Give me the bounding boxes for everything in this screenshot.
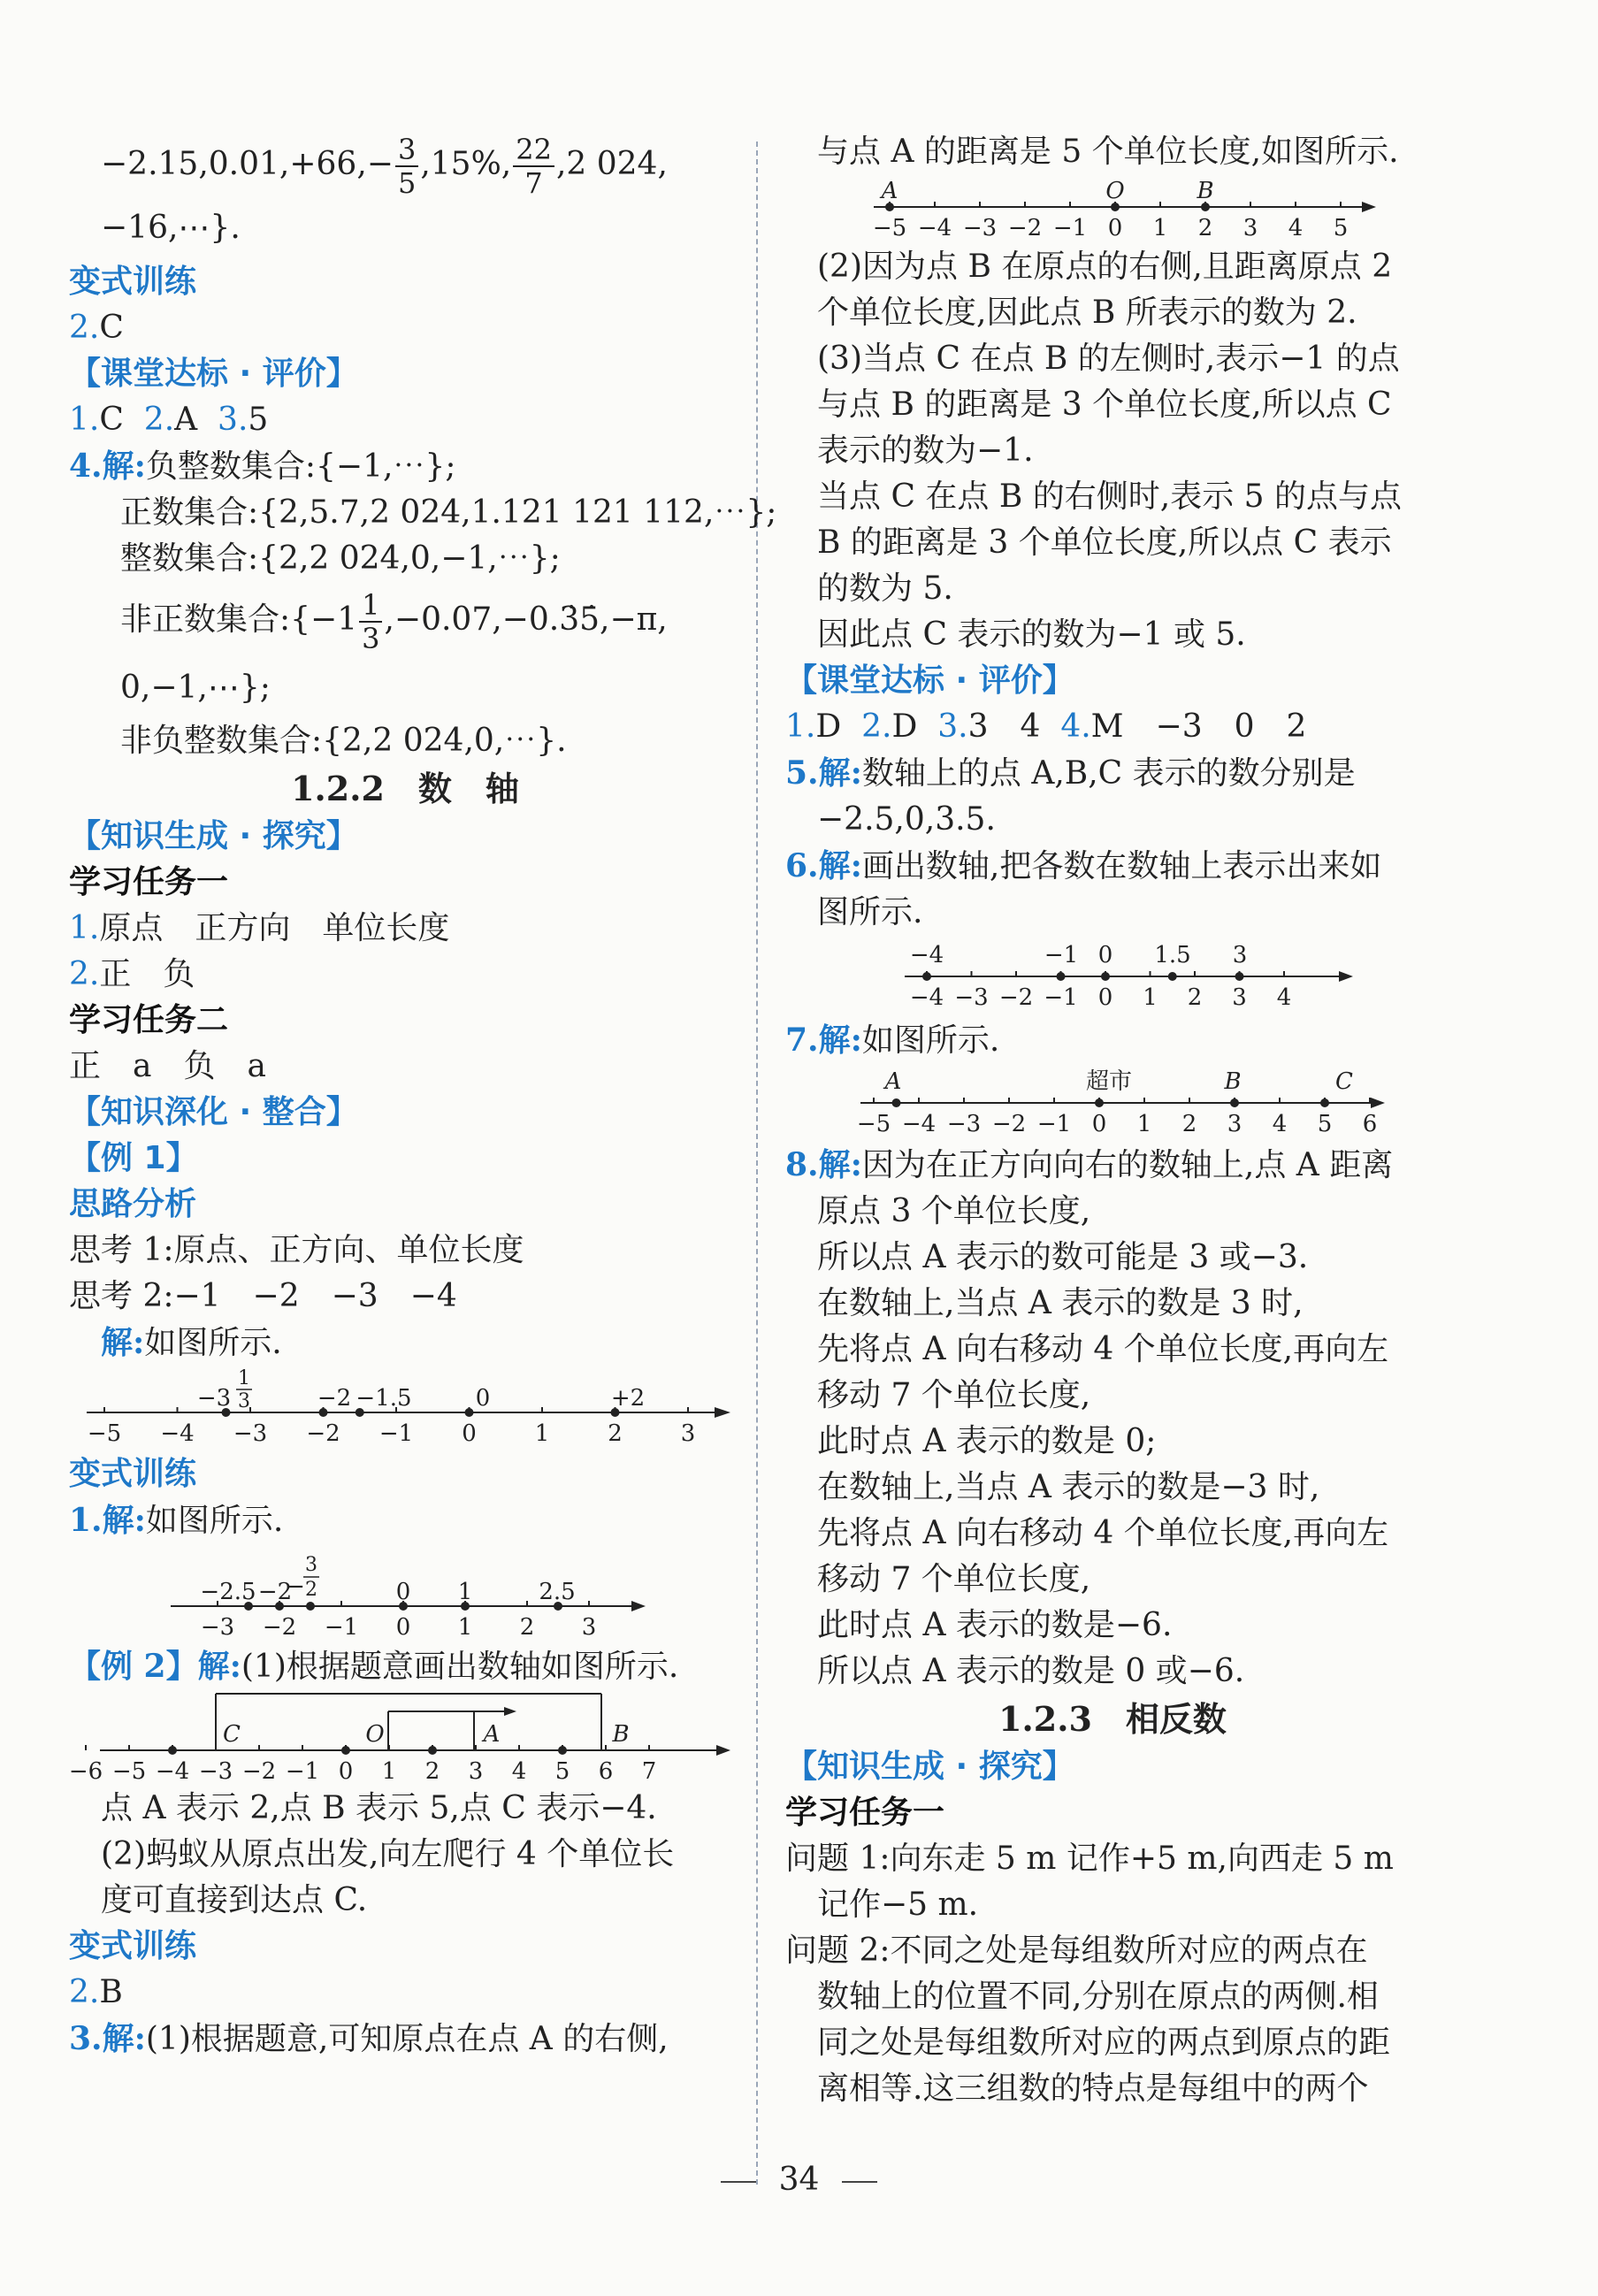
set-text: ,15%,	[420, 146, 512, 182]
tick-label: −2	[306, 1420, 340, 1447]
solution-line	[69, 1320, 741, 1366]
axis-point	[1320, 1098, 1329, 1107]
tick-label: −1	[1036, 1111, 1072, 1137]
tick-label: 4	[1276, 984, 1292, 1011]
section-title: 1.2.3 相反数	[998, 1699, 1227, 1739]
answer-line	[785, 704, 1440, 750]
answer-text: 点 A 表示 2,点 B 表示 5,点 C 表示−4.	[101, 1790, 657, 1826]
tick-label: 1	[381, 1758, 397, 1785]
solution-label: 8.解:	[785, 1146, 862, 1183]
answer-value: M −3 0 2	[1090, 708, 1307, 745]
section-title: 1.2.2 数 轴	[291, 769, 519, 808]
answer-text: 负整数集合:{−1,⋯};	[145, 448, 456, 485]
point-label-a: A	[881, 178, 898, 204]
point-label-market: 超市	[1085, 1068, 1133, 1095]
section-heading: 【课堂达标 · 评价】	[785, 662, 1074, 699]
number-line-3	[69, 1690, 741, 1786]
solution-label: 【例 2】解:	[69, 1648, 241, 1685]
answer-value: C	[99, 310, 124, 346]
answer-number: 1.	[69, 910, 100, 946]
answer-text: 如图所示.	[144, 1325, 282, 1361]
tick-label: 4	[1272, 1111, 1288, 1137]
answer-text: 正 a 负 a	[69, 1048, 266, 1084]
answer-text: 记作−5 m.	[817, 1887, 979, 1923]
page-footer	[0, 2158, 1598, 2202]
point-label-b: B	[1224, 1068, 1242, 1095]
point-label: 0	[475, 1385, 491, 1412]
set-text: ,−0.07,−0.3̇5̇,−π,	[384, 601, 668, 638]
answer-text: 图所示.	[817, 894, 923, 930]
denominator: 7	[524, 166, 543, 200]
answer-text: 如图所示.	[145, 1503, 284, 1539]
denominator: 3	[238, 1390, 250, 1412]
tick-label: −4	[155, 1758, 190, 1785]
tick-label: 5	[554, 1758, 570, 1785]
page-number: 34	[778, 2162, 820, 2198]
answer-text: 在数轴上,当点 A 表示的数是 3 时,	[817, 1285, 1304, 1321]
tick-label: −5	[87, 1420, 122, 1447]
tick-label: −6	[68, 1758, 103, 1785]
answer-text: 与点 A 的距离是 5 个单位长度,如图所示.	[817, 134, 1399, 170]
tick-label: −2	[262, 1614, 297, 1641]
point-label: 0	[395, 1579, 411, 1605]
fraction	[513, 133, 554, 200]
answer-text	[69, 582, 741, 658]
answer-text: 在数轴上,当点 A 表示的数是−3 时,	[817, 1469, 1320, 1505]
answer-text: 当点 C 在点 B 的右侧时,表示 5 的点与点	[817, 478, 1403, 515]
tick-label: −3	[233, 1420, 268, 1447]
fraction	[395, 133, 418, 200]
point-label-a: A	[884, 1068, 902, 1095]
tick-label: 1	[534, 1420, 550, 1447]
answer-number: 2.	[69, 1974, 100, 2010]
tick-label: 1	[457, 1614, 473, 1641]
answer-text: 所以点 A 表示的数可能是 3 或−3.	[817, 1239, 1309, 1275]
answer-text: 离相等.这三组数的特点是每组中的两个	[817, 2070, 1369, 2107]
solution-label: 6.解:	[785, 847, 862, 884]
answer-text: −2.5,0,3.5.	[817, 801, 996, 838]
tick-label: 0	[462, 1420, 477, 1447]
axis-point	[1095, 1098, 1104, 1107]
footer-dash	[721, 2181, 756, 2183]
answer-value: D	[891, 708, 918, 745]
axis-arrow	[1371, 1098, 1385, 1108]
answer-text: 正数集合:{2,5.7,2 024,1.121 121 112,⋯};	[120, 494, 777, 531]
tick-label: 6	[1362, 1111, 1378, 1137]
point-label-o: O	[1105, 178, 1125, 204]
answer-text: 非负整数集合:{2,2 024,0,⋯}.	[120, 723, 567, 759]
solution-line	[785, 1017, 1440, 1064]
answer-text: 先将点 A 向右移动 4 个单位长度,再向左	[817, 1331, 1389, 1367]
tick-label: −5	[856, 1111, 891, 1137]
tick-label: 1	[1143, 984, 1158, 1011]
axis-arrow	[1339, 971, 1353, 982]
solution-label: 4.解:	[69, 448, 146, 485]
tick-label: 2	[424, 1758, 440, 1785]
answer-number: 4.	[1060, 708, 1091, 745]
tick-label: −4	[917, 215, 952, 241]
tick-label: 0	[1091, 1111, 1107, 1137]
answer-line	[69, 305, 741, 351]
column-divider	[756, 142, 758, 2185]
answer-text: 与点 B 的距离是 3 个单位长度,所以点 C	[817, 386, 1392, 423]
tick-label: 3	[468, 1758, 484, 1785]
axis-point	[558, 1746, 567, 1755]
answer-text: 整数集合:{2,2 024,0,−1,⋯};	[120, 540, 561, 577]
answer-text: 因此点 C 表示的数为−1 或 5.	[817, 616, 1246, 653]
axis-arrow	[716, 1745, 730, 1756]
tick-label: 2	[519, 1614, 535, 1641]
tick-label: −5	[111, 1758, 147, 1785]
answer-text: (1)根据题意,可知原点在点 A 的右侧,	[145, 2021, 669, 2057]
tick-label: 3	[1227, 1111, 1242, 1137]
point-label-a: A	[483, 1721, 501, 1748]
point-label: 2.5	[539, 1579, 576, 1605]
tick-label: −2	[998, 984, 1034, 1011]
point-label: 1	[457, 1579, 473, 1605]
answer-number: 2.	[69, 956, 100, 992]
answer-text: 数轴上的位置不同,分别在原点的两侧.相	[817, 1978, 1379, 2015]
numerator: 3	[305, 1554, 317, 1576]
tick-label: 2	[1181, 1111, 1197, 1137]
tick-label: −2	[241, 1758, 277, 1785]
point-label: 3	[1232, 942, 1248, 968]
solution-label: 7.解:	[785, 1022, 862, 1059]
axis-point	[428, 1746, 437, 1755]
answer-value: B	[99, 1974, 123, 2010]
footer-dash	[842, 2181, 877, 2183]
axis-point	[306, 1602, 315, 1611]
tick-label: −1	[324, 1614, 359, 1641]
tick-label: 2	[1187, 984, 1203, 1011]
point-label: −1.5	[356, 1385, 412, 1412]
axis-point	[892, 1098, 901, 1107]
tick-label: 3	[1242, 215, 1258, 241]
answer-text: (1)根据题意画出数轴如图所示.	[241, 1649, 679, 1685]
solution-line	[785, 843, 1440, 890]
tick-label: −2	[991, 1111, 1027, 1137]
answer-number: 3.	[218, 402, 248, 438]
example-2-line	[69, 1643, 741, 1690]
subheading: 思路分析	[69, 1186, 197, 1222]
answer-text: (2)因为点 B 在原点的右侧,且距离原点 2	[817, 249, 1393, 285]
set-line-1	[69, 133, 741, 200]
axis-point	[1230, 1098, 1239, 1107]
answer-text: 因为在正方向向右的数轴上,点 A 距离	[861, 1147, 1394, 1183]
point-label-c: C	[1335, 1068, 1353, 1095]
point-label: +2	[610, 1385, 646, 1412]
axis-arrow	[631, 1601, 646, 1611]
answer-text: 问题 1:向东走 5 m 记作+5 m,向西走 5 m	[785, 1841, 1394, 1877]
tick-label: 3	[581, 1614, 597, 1641]
axis-point	[1235, 972, 1244, 981]
tick-label: −3	[962, 215, 998, 241]
tick-label: 7	[641, 1758, 657, 1785]
answer-number: 2.	[143, 402, 175, 438]
left-column	[68, 133, 777, 2063]
tick-label: −1	[1052, 215, 1088, 241]
numerator: 1	[238, 1367, 250, 1389]
answer-number: 1.	[69, 402, 100, 438]
answer-value: 5	[248, 402, 269, 438]
set-text: −2.15,0.01,+66,−	[101, 146, 394, 182]
solution-line	[69, 2016, 741, 2063]
task-heading: 学习任务一	[69, 864, 229, 900]
answer-text: 同之处是每组数所对应的两点到原点的距	[817, 2024, 1391, 2061]
tick-label: 0	[1107, 215, 1123, 241]
answer-line	[69, 1970, 741, 2016]
answer-text: 思考 1:原点、正方向、单位长度	[69, 1232, 524, 1268]
set-text: 非正数集合:{−1	[120, 601, 358, 638]
answer-text: 原点 3 个单位长度,	[817, 1193, 1091, 1229]
tick-label: 1	[1136, 1111, 1152, 1137]
number-line-6	[785, 1064, 1440, 1142]
answer-value: A	[174, 402, 198, 438]
axis-point	[465, 1408, 474, 1417]
answer-line	[69, 906, 741, 952]
answer-value: C	[99, 402, 124, 438]
answer-number: 2.	[861, 708, 892, 745]
point-label: −3	[196, 1385, 232, 1412]
answer-value: 3 4	[967, 708, 1041, 745]
right-column	[785, 133, 1440, 2112]
answer-text: 移动 7 个单位长度,	[817, 1377, 1091, 1413]
solution-line	[785, 750, 1440, 797]
numerator: 3	[395, 135, 418, 167]
point-label: 0	[1097, 942, 1113, 968]
numerator: 1	[359, 591, 382, 623]
point-label: −2.5	[200, 1579, 256, 1605]
point-label: 1.5	[1154, 942, 1191, 968]
tick-label: −3	[198, 1758, 233, 1785]
tick-label: 5	[1333, 215, 1349, 241]
tick-label: 0	[338, 1758, 354, 1785]
point-label: −2	[257, 1579, 293, 1605]
solution-label: 3.解:	[69, 2020, 146, 2057]
answer-text: 所以点 A 表示的数是 0 或−6.	[817, 1653, 1245, 1689]
section-heading: 【知识生成 · 探究】	[785, 1749, 1074, 1785]
axis-point	[1101, 972, 1110, 981]
point-label-b: B	[612, 1721, 630, 1748]
answer-text: (2)蚂蚁从原点出发,向左爬行 4 个单位长	[101, 1836, 675, 1872]
solution-line	[785, 1142, 1440, 1189]
answer-text: 度可直接到达点 C.	[101, 1882, 368, 1918]
tick-label: 1	[1152, 215, 1168, 241]
number-line-4	[785, 175, 1440, 244]
answer-value: 正 负	[99, 956, 195, 992]
answer-text: 移动 7 个单位长度,	[817, 1561, 1091, 1597]
task-heading: 学习任务一	[785, 1795, 945, 1831]
answer-value: D	[815, 708, 842, 745]
axis-arrow	[715, 1407, 730, 1418]
answer-number: 2.	[69, 310, 100, 346]
answer-text: 画出数轴,把各数在数轴上表示出来如	[861, 848, 1382, 884]
tick-label: −1	[378, 1420, 414, 1447]
answer-text: B 的距离是 3 个单位长度,所以点 C 表示	[817, 524, 1392, 561]
set-text: ,2 024,	[555, 146, 668, 182]
tick-label: −3	[946, 1111, 982, 1137]
tick-label: 2	[1197, 215, 1213, 241]
section-heading: 【知识深化 · 整合】	[69, 1094, 358, 1130]
tick-label: −5	[872, 215, 907, 241]
solution-label: 1.解:	[69, 1502, 146, 1539]
tick-label: 3	[680, 1420, 696, 1447]
answer-text: 先将点 A 向右移动 4 个单位长度,再向左	[817, 1515, 1389, 1551]
tick-label: 5	[1317, 1111, 1333, 1137]
answer-text: 思考 2:−1 −2 −3 −4	[69, 1278, 457, 1314]
point-label: −1	[1044, 942, 1079, 968]
tick-label: 6	[598, 1758, 614, 1785]
move-arrow	[504, 1707, 516, 1716]
set-line-2: −16,⋯}.	[101, 210, 241, 246]
section-heading: 变式训练	[69, 1928, 197, 1964]
tick-label: 2	[608, 1420, 623, 1447]
denominator: 2	[305, 1579, 317, 1601]
section-heading: 【知识生成 · 探究】	[69, 818, 358, 854]
section-heading: 变式训练	[69, 264, 197, 300]
tick-label: 0	[1097, 984, 1113, 1011]
tick-label: −2	[1007, 215, 1043, 241]
answer-text: 个单位长度,因此点 B 所表示的数为 2.	[817, 295, 1357, 331]
solution-label: 解:	[101, 1324, 145, 1361]
answer-line	[69, 952, 741, 998]
tick-label: 0	[395, 1614, 411, 1641]
point-label-c: C	[223, 1721, 241, 1748]
axis-point	[1057, 972, 1066, 981]
tick-label: −1	[285, 1758, 320, 1785]
tick-label: −4	[901, 1111, 937, 1137]
answer-text: 此时点 A 表示的数是−6.	[817, 1607, 1173, 1643]
denominator: 5	[397, 166, 417, 200]
answer-text: 数轴上的点 A,B,C 表示的数分别是	[861, 755, 1356, 792]
point-label: −2	[317, 1385, 352, 1412]
answer-text: 的数为 5.	[817, 570, 953, 607]
axis-arrow	[1362, 202, 1376, 212]
number-line-1	[69, 1366, 741, 1451]
answer-text: 表示的数为−1.	[817, 432, 1034, 469]
solution-line	[69, 1497, 741, 1544]
tick-label: −4	[160, 1420, 195, 1447]
numerator: 22	[513, 135, 554, 167]
answer-text: 0,−1,⋯};	[120, 670, 271, 706]
fraction	[359, 588, 382, 655]
answer-number: 1.	[785, 708, 816, 745]
point-label: −4	[909, 942, 944, 968]
tick-label: 4	[511, 1758, 527, 1785]
solution-label: 5.解:	[785, 754, 862, 792]
point-label-b: B	[1197, 178, 1214, 204]
axis-point	[922, 972, 931, 981]
answer-number: 3.	[937, 708, 968, 745]
axis-point	[168, 1746, 177, 1755]
example-heading: 【例 1】	[69, 1140, 198, 1176]
task-heading: 学习任务二	[69, 1002, 229, 1038]
minus-sign: −	[286, 1573, 305, 1600]
answer-value: 原点 正方向 单位长度	[99, 910, 450, 946]
section-heading: 变式训练	[69, 1456, 197, 1492]
number-line-2	[69, 1544, 741, 1643]
tick-label: −4	[909, 984, 944, 1011]
axis-point	[1168, 972, 1177, 981]
tick-label: −3	[200, 1614, 235, 1641]
denominator: 3	[362, 622, 380, 655]
point-label-o: O	[365, 1721, 385, 1748]
section-heading: 【课堂达标 · 评价】	[69, 356, 358, 392]
tick-label: 3	[1232, 984, 1247, 1011]
answer-text: (3)当点 C 在点 B 的左侧时,表示−1 的点	[817, 341, 1400, 377]
answer-text: 此时点 A 表示的数是 0;	[817, 1423, 1157, 1459]
axis-point	[341, 1746, 350, 1755]
tick-label: −1	[1044, 984, 1078, 1011]
answer-line	[69, 397, 741, 443]
number-line-5	[785, 936, 1440, 1017]
tick-label: 4	[1288, 215, 1304, 241]
answer-line	[69, 443, 741, 490]
answer-text: 如图所示.	[861, 1022, 1000, 1059]
tick-label: −3	[954, 984, 989, 1011]
answer-text: 问题 2:不同之处是每组数所对应的两点在	[785, 1932, 1368, 1969]
